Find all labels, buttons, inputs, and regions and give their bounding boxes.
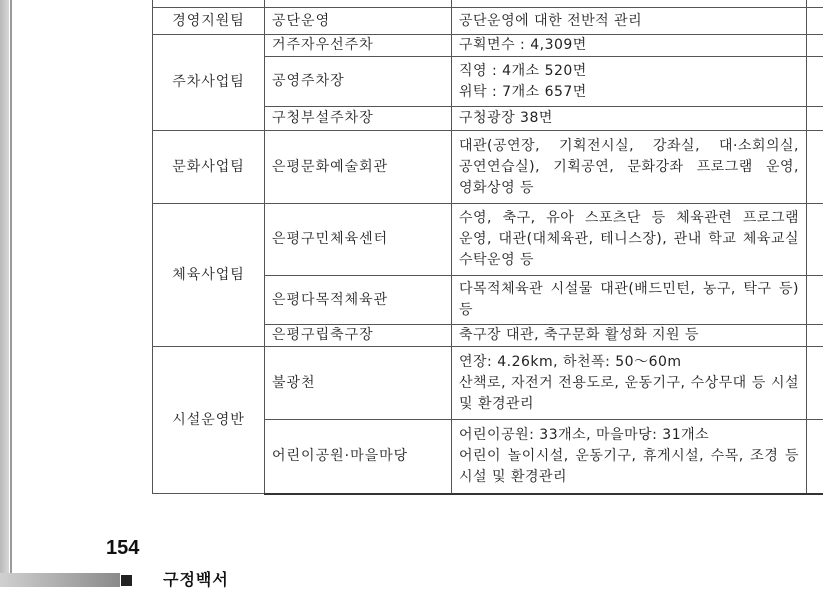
table-cell-desc [452,0,807,8]
table-cell-facility: 공단운영 [265,8,452,35]
table-cell-desc: 구획면수 : 4,309면 [452,35,807,57]
page-edge-shadow [0,0,9,585]
table-cell-extra [807,107,823,131]
book-title: 구정백서 [163,567,229,590]
table-cell-facility: 불광천 [265,347,452,420]
table-cell-extra [807,8,823,35]
page-edge-line [10,0,12,585]
table-cell-team: 경영지원팀 [153,8,265,35]
table-cell-facility: 은평구립축구장 [265,325,452,347]
table-cell-desc: 어린이공원: 33개소, 마을마당: 31개소 어린이 놀이시설, 운동기구, 휴게시설, 수목, 조경 등 시설 및 환경관리 [452,420,807,494]
table-cell-desc: 대관(공연장, 기획전시실, 강좌실, 대·소회의실, 공연연습실), 기획공연, 문화강좌 프로그램 운영, 영화상영 등 [452,131,807,204]
table-cell-extra [807,347,823,420]
table-row-partial [153,0,823,8]
table-cell-facility: 어린이공원·마을마당 [265,420,452,494]
table-cell-team: 체육사업팀 [153,204,265,347]
table-cell-extra [807,325,823,347]
table-cell-extra [807,0,823,8]
table-cell-team: 주차사업팀 [153,35,265,131]
table-cell-desc: 연장: 4.26km, 하천폭: 50～60m 산책로, 자전거 전용도로, 운동기구, 수상무대 등 시설 및 환경관리 [452,347,807,420]
table-cell-extra [807,420,823,494]
table-cell-facility: 거주자우선주차 [265,35,452,57]
table-cell-facility: 공영주차장 [265,57,452,107]
table-cell-facility: 은평구민체육센터 [265,204,452,276]
facility-table [152,0,823,495]
table-cell-facility [265,0,452,8]
table-cell-team [153,0,265,8]
table-cell-extra [807,276,823,325]
table-row [153,347,823,420]
page-number: 154 [106,537,139,560]
table-cell-extra [807,57,823,107]
footer-square-icon [121,575,132,586]
table-row [153,8,823,35]
table-cell-extra [807,131,823,204]
table-cell-extra [807,35,823,57]
table-cell-facility: 구청부설주차장 [265,107,452,131]
table-cell-desc: 축구장 대관, 축구문화 활성화 지원 등 [452,325,807,347]
table-cell-extra [807,204,823,276]
table-cell-facility: 은평문화예술회관 [265,131,452,204]
table-cell-team: 시설운영반 [153,347,265,494]
table-cell-desc: 다목적체육관 시설물 대관(배드민턴, 농구, 탁구 등) 등 [452,276,807,325]
table-row [153,35,823,57]
table-cell-desc: 직영 : 4개소 520면 위탁 : 7개소 657면 [452,57,807,107]
table-row [153,131,823,204]
table-row [153,204,823,276]
table-cell-facility: 은평다목적체육관 [265,276,452,325]
table-cell-desc: 수영, 축구, 유아 스포츠단 등 체육관련 프로그램 운영, 대관(대체육관, 테니스장), 관내 학교 체육교실 수탁운영 등 [452,204,807,276]
table-cell-desc: 공단운영에 대한 전반적 관리 [452,8,807,35]
table-cell-desc: 구청광장 38면 [452,107,807,131]
table-cell-team: 문화사업팀 [153,131,265,204]
